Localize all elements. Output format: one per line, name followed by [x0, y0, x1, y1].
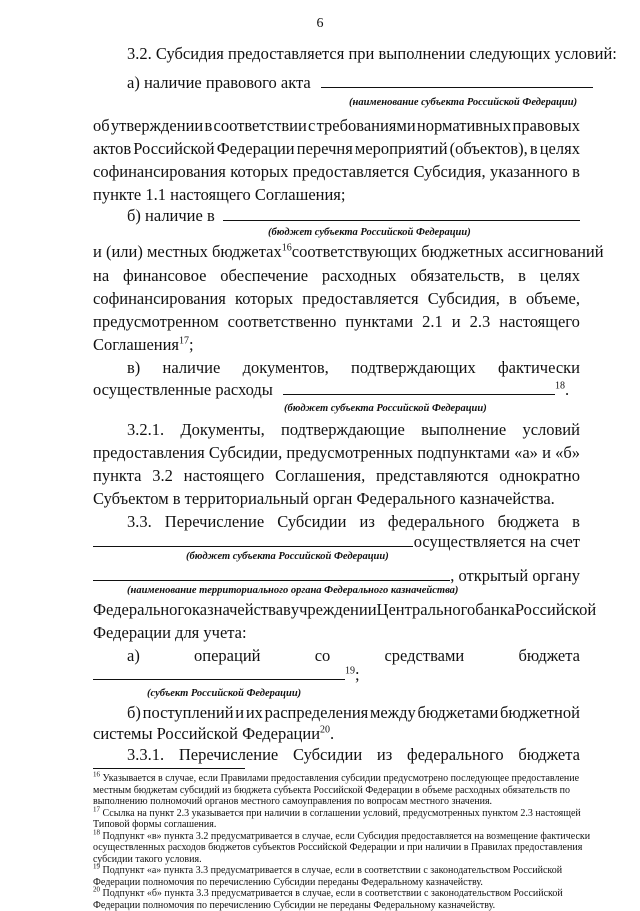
word: и [235, 703, 244, 723]
word: в [572, 512, 580, 532]
justified-line [93, 600, 580, 620]
word: Федерального [93, 600, 192, 620]
word: которых [230, 162, 288, 182]
word: в [530, 139, 538, 159]
word: нормативных [417, 116, 511, 136]
word: однократно [499, 466, 580, 486]
footnote-text: Ссылка на пункт 2.3 указывается при наличии в соглашении условий, предусмотренных пунктом 2.3 настоящей [100, 808, 581, 819]
text-line: пункте 1.1 настоящего Соглашения; [93, 185, 580, 205]
word: в [205, 116, 213, 136]
word: выполнение [421, 420, 506, 440]
justified-line [93, 466, 580, 486]
footnote-separator [93, 768, 245, 769]
caption-subject-name: (наименование субъекта Российской Федерации) [349, 97, 577, 108]
footnote-ref-16: 16 [282, 243, 292, 254]
word: с [308, 116, 315, 136]
footnote-text: субсидии такого условия. [93, 854, 202, 865]
word: утверждении [111, 116, 203, 136]
para-3-2-a-text: а) наличие правового акта [127, 73, 311, 92]
word: актов [93, 139, 131, 159]
line-part: ; [189, 335, 194, 354]
word: правовых [512, 116, 579, 136]
word: Документы, [180, 420, 264, 440]
word: в [518, 266, 526, 286]
word: 3.3. [127, 512, 152, 532]
footnote-line [93, 796, 580, 808]
word: бюджета [518, 646, 580, 666]
justified-line [127, 703, 580, 723]
word: целях [540, 266, 580, 286]
word: из [359, 512, 374, 532]
word: перечня [297, 139, 353, 159]
footnote-line [93, 900, 580, 911]
subject-blank [93, 665, 345, 680]
footnote-text: Федерации полномочия по перечислению Субсидии переданы Федеральному казначейству. [93, 877, 483, 888]
word: софинансирования [93, 289, 226, 309]
word: расходных [322, 266, 397, 286]
word: 3.2.1. [127, 420, 164, 440]
word: «б» [555, 443, 580, 463]
word: из [377, 745, 392, 765]
line-part: соответствующих бюджетных ассигнований [292, 242, 604, 262]
caption-subject: (субъект Российской Федерации) [147, 688, 301, 699]
text-line [93, 242, 580, 262]
word: в [509, 289, 517, 309]
footnote-number: 16 [93, 771, 100, 779]
para-3-3-organ [93, 566, 580, 586]
justified-line [127, 420, 580, 440]
footnote-number: 17 [93, 805, 100, 813]
para-3-2-a [127, 73, 580, 93]
page-number: 6 [0, 16, 640, 32]
word: предоставляется [293, 162, 409, 182]
word: пунктами [345, 312, 413, 332]
para-3-2-v [93, 380, 580, 400]
justified-line [127, 358, 580, 378]
footnote-text: Подпункт «в» пункта 3.2 предусматривается в случае, если Субсидия предоставляется на возмещение фактически [100, 831, 590, 842]
word: б) [127, 703, 141, 723]
word: предоставления [93, 443, 205, 463]
word: их [246, 703, 263, 723]
word: Российской [515, 600, 596, 620]
footnote-text: Типовой формы соглашения. [93, 819, 216, 830]
word: федерального [407, 745, 504, 765]
footnote-ref-18: 18 [555, 381, 565, 392]
footnote-number: 20 [93, 886, 100, 894]
word: федерального [388, 512, 485, 532]
word: документов, [243, 358, 329, 378]
word: 3.3.1. [127, 745, 164, 765]
word: настоящего [184, 466, 265, 486]
word: настоящего [499, 312, 580, 332]
word: целях [540, 139, 580, 159]
footnote-line [93, 831, 580, 843]
word: подтверждающие [281, 420, 405, 440]
word: предусмотренных [286, 443, 413, 463]
footnote-line [93, 808, 580, 820]
justified-line [93, 162, 580, 182]
word: Субсидия, [428, 289, 500, 309]
footnote-text: Федерации полномочия по перечислению Субсидии не переданы Федеральному казначейству. [93, 900, 495, 911]
caption-budget: (бюджет субъекта Российской Федерации) [268, 227, 471, 238]
footnote-line [93, 888, 580, 900]
word: а) [127, 646, 140, 666]
para-3-3-a [93, 665, 580, 685]
word: 3.2 [152, 466, 173, 486]
word: бюджета [498, 512, 560, 532]
para-3-2-b [127, 206, 580, 226]
justified-line [127, 512, 580, 532]
word: Перечисление [165, 512, 264, 532]
word: соответственно [228, 312, 337, 332]
footnote-number: 18 [93, 828, 100, 836]
word: бюджетной [500, 703, 580, 723]
word: средствами [384, 646, 464, 666]
footnote-text: Указывается в случае, если Правилами предоставления субсидии предусмотрено последующее предоставление [100, 773, 579, 784]
justified-line [93, 289, 580, 309]
word: требованиями [317, 116, 416, 136]
word: учреждении [291, 600, 377, 620]
para-3-2-b-text: б) наличие в [127, 206, 215, 225]
justified-line [93, 312, 580, 332]
footnote-line [93, 877, 580, 889]
footnote-text: осуществленных расходов бюджетов субъектов Российской Федерации и при наличии в Правилах предоставления [93, 842, 582, 854]
word: Соглашения, [275, 466, 365, 486]
justified-line [93, 139, 580, 159]
para-3-2-title: 3.2. Субсидия предоставляется при выполнении следующих условий: [127, 44, 580, 64]
footnote-ref-17: 17 [179, 336, 189, 347]
footnote-number: 19 [93, 863, 100, 871]
word: Субсидии, [209, 443, 282, 463]
word: (объектов), [450, 139, 528, 159]
word: со [315, 646, 331, 666]
word: операций [194, 646, 260, 666]
line-part: ; [355, 665, 360, 684]
line-part: . [565, 380, 569, 399]
footnote-ref-19: 19 [345, 666, 355, 677]
word: Субсидии [277, 512, 346, 532]
word: об [93, 116, 110, 136]
word: между [370, 703, 416, 723]
footnote-line [93, 773, 580, 785]
text-line [93, 335, 580, 355]
line-part: . [330, 724, 334, 743]
treasury-organ-blank [93, 566, 450, 581]
footnote-text: Подпункт «а» пункта 3.3 предусматривается в случае, если в соответствии с законодательством Российской [100, 865, 562, 876]
word: бюджетами [418, 703, 499, 723]
word: предусмотренном [93, 312, 219, 332]
word: представляются [376, 466, 488, 486]
line-part: и (или) местных бюджетах [93, 242, 282, 261]
text-line: Субъектом в территориальный орган Федерального казначейства. [93, 489, 580, 509]
budget-blank [93, 532, 413, 547]
word: наличие [163, 358, 221, 378]
word: Центрального [377, 600, 476, 620]
word: Перечисление [179, 745, 278, 765]
word: подтверждающих [351, 358, 476, 378]
justified-line [93, 266, 580, 286]
justified-line [93, 443, 580, 463]
word: в) [127, 358, 140, 378]
word: обязательств, [410, 266, 504, 286]
word: указанного [490, 162, 568, 182]
word: и [542, 443, 551, 463]
word: казначейства [192, 600, 283, 620]
word: поступлений [143, 703, 234, 723]
footnote-text: выполнению полномочий органов местного самоуправления по вопросам местного значения. [93, 796, 492, 807]
footnote-line [93, 819, 580, 831]
caption-budget: (бюджет субъекта Российской Федерации) [186, 551, 389, 562]
word: финансовое [123, 266, 207, 286]
caption-treasury-organ: (наименование территориального органа Федерального казначейства) [127, 585, 458, 596]
word: и [452, 312, 461, 332]
word: 2.3 [470, 312, 491, 332]
word: 2.1 [422, 312, 443, 332]
line-part: осуществляется на счет [414, 532, 580, 552]
word: в [283, 600, 291, 620]
text-line [93, 724, 580, 744]
line-part: осуществленные расходы [93, 380, 273, 399]
word: бюджета [518, 745, 580, 765]
line-part: Соглашения [93, 335, 179, 354]
footnote-line [93, 865, 580, 877]
caption-budget: (бюджет субъекта Российской Федерации) [284, 403, 487, 414]
footnote-text: Подпункт «б» пункта 3.3 предусматривается в случае, если в соответствии с законодательством Российской [100, 888, 563, 899]
word: которых [235, 289, 293, 309]
line-part: , открытый органу [450, 566, 580, 586]
word: «а» [514, 443, 538, 463]
word: банка [475, 600, 515, 620]
footnote-line [93, 854, 580, 866]
word: соответствии [214, 116, 307, 136]
footnote-text: местным бюджетам субсидий из бюджета субъекта Российской Федерации в объеме расходных обязательств по [93, 785, 570, 797]
word: Субсидия, [414, 162, 486, 182]
expenses-blank [283, 380, 555, 395]
word: обеспечение [220, 266, 308, 286]
legal-act-blank [321, 73, 593, 88]
word: в [572, 162, 580, 182]
word: подпунктами [417, 443, 510, 463]
text-line: Федерации для учета: [93, 623, 580, 643]
word: софинансирования [93, 162, 226, 182]
word: Субсидии [293, 745, 362, 765]
word: фактически [498, 358, 580, 378]
para-3-3-account [93, 532, 580, 552]
justified-line [127, 745, 580, 765]
word: распределения [265, 703, 369, 723]
justified-line [93, 116, 580, 136]
word: объеме, [526, 289, 580, 309]
budget-blank [223, 206, 580, 221]
line-part: системы Российской Федерации [93, 724, 320, 743]
footnote-ref-20: 20 [320, 725, 330, 736]
word: Российской [133, 139, 214, 159]
word: Федерации [217, 139, 295, 159]
justified-line [127, 646, 580, 666]
word: пункта [93, 466, 141, 486]
word: предоставляется [302, 289, 418, 309]
word: на [93, 266, 109, 286]
word: условий [522, 420, 580, 440]
word: мероприятий [355, 139, 448, 159]
footnote-line [93, 785, 580, 797]
footnote-line [93, 842, 580, 854]
